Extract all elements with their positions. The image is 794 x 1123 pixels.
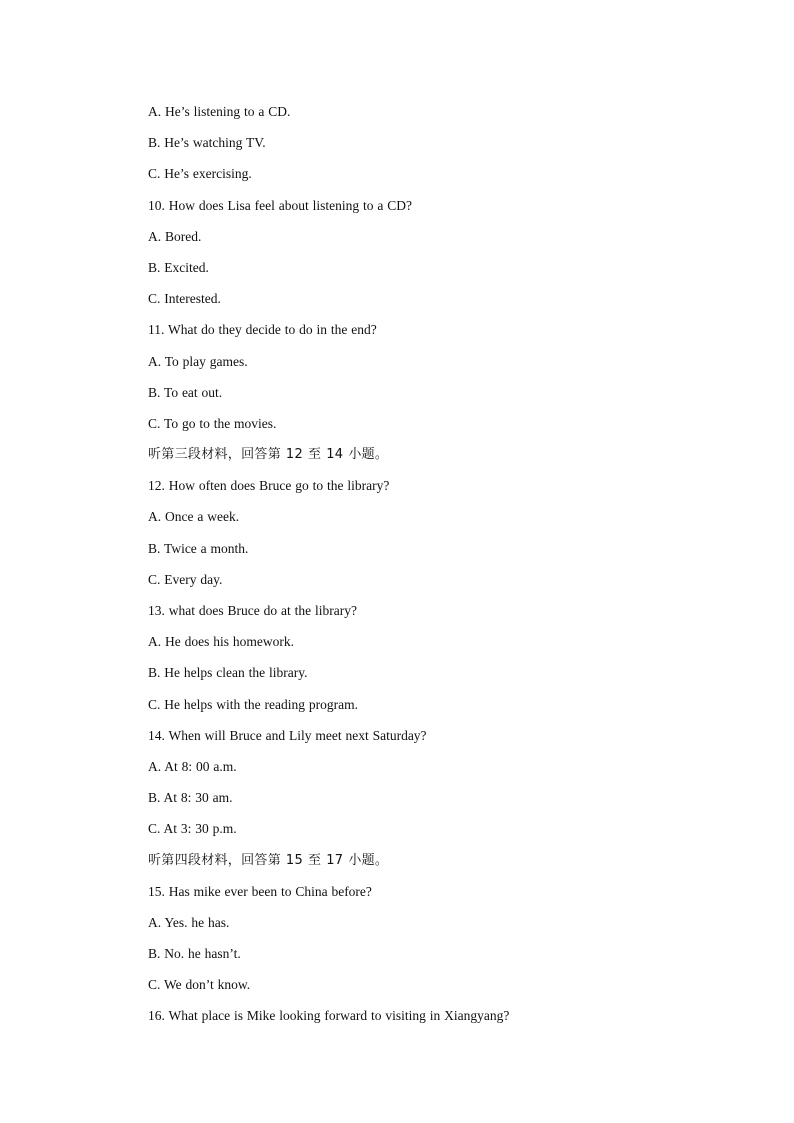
option-line: C. To go to the movies. <box>148 415 277 431</box>
option-line: A. To play games. <box>148 353 248 369</box>
question-13: 13. what does Bruce do at the library? <box>148 603 357 618</box>
option-line: B. Excited. <box>148 259 209 275</box>
option-line: A. He does his homework. <box>148 634 294 650</box>
question-11: 11. What do they decide to do in the end? <box>148 322 377 338</box>
option-line: C. We don’t know. <box>148 977 251 993</box>
question-10: 10. How does Lisa feel about listening to a CD? <box>148 197 412 213</box>
option-line: A. Once a week. <box>148 509 240 525</box>
option-line: A. Bored. <box>148 228 202 244</box>
option-line: B. At 8: 30 am. <box>148 790 233 806</box>
option-line: B. To eat out. <box>148 384 223 400</box>
question-14: 14. When will Bruce and Lily meet next Saturday? <box>148 727 427 743</box>
option-line: B. Twice a month. <box>148 540 249 556</box>
option-line: B. He’s watching TV. <box>148 135 266 151</box>
option-line: C. At 3: 30 p.m. <box>148 821 237 837</box>
section-heading-4: 听第四段材料，回答第 15 至 17 小题。 <box>148 852 389 868</box>
question-15: 15. Has mike ever been to China before? <box>148 883 372 899</box>
option-line: C. He’s exercising. <box>148 166 252 182</box>
question-16: 16. What place is Mike looking forward to visiting in Xiangyang? <box>148 1008 510 1024</box>
option-line: C. Interested. <box>148 291 221 307</box>
option-line: A. At 8: 00 a.m. <box>148 758 237 774</box>
question-12: 12. How often does Bruce go to the library? <box>148 478 390 494</box>
option-line: A. He’s listening to a CD. <box>148 104 291 119</box>
question-list <box>148 103 748 1039</box>
option-line: A. Yes. he has. <box>148 914 230 930</box>
option-line: C. Every day. <box>148 571 223 587</box>
option-line: B. No. he hasn’t. <box>148 946 241 962</box>
option-line: C. He helps with the reading program. <box>148 696 358 712</box>
section-heading-3: 听第三段材料，回答第 12 至 14 小题。 <box>148 447 389 463</box>
option-line: B. He helps clean the library. <box>148 665 308 681</box>
